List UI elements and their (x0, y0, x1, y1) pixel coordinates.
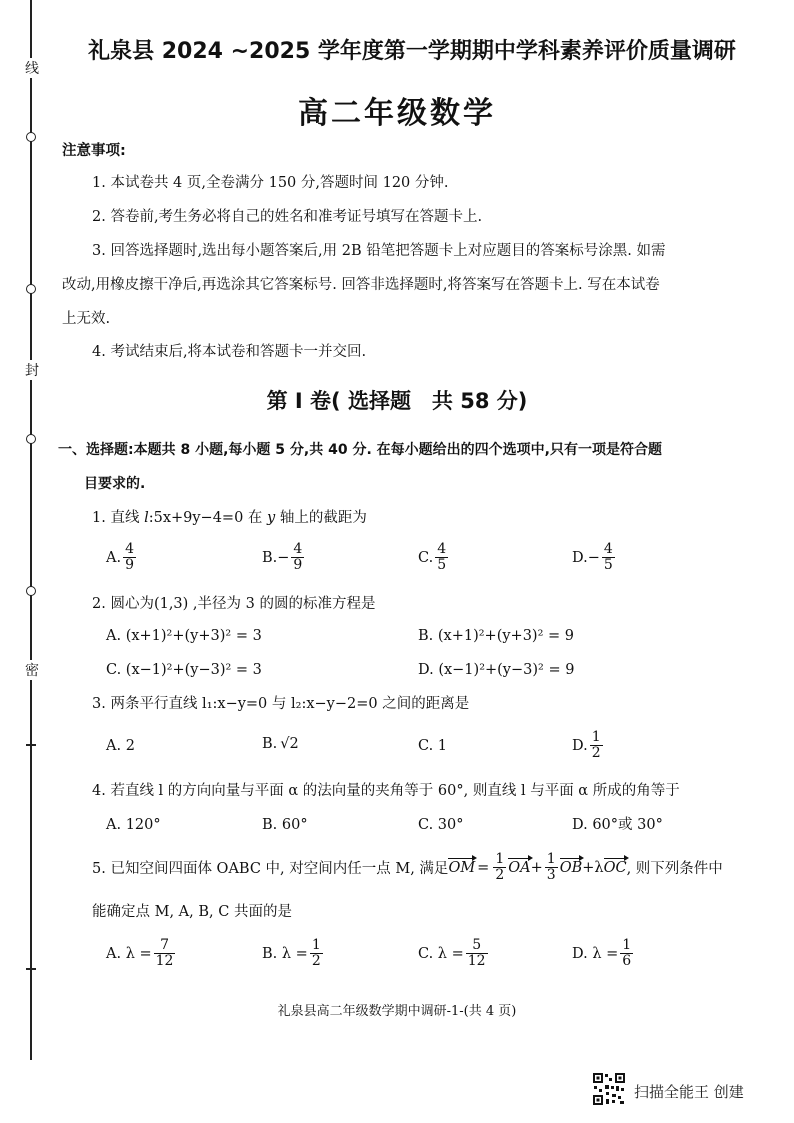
notice-item: 4. 考试结束后,将本试卷和答题卡一并交回. (92, 344, 367, 360)
question-4-option-d[interactable]: D. 60°或 30° (572, 817, 663, 833)
question-1-option-b[interactable]: B. − $\frac{4}{9}$ (262, 541, 303, 573)
binding-char-mi: 密 (22, 660, 42, 680)
notice-item: 改动,用橡皮擦干净后,再选涂其它答案标号. 回答非选择题时,将答案写在答题卡上. 写在本试卷 (62, 277, 660, 293)
vector-oa: OA (508, 859, 531, 876)
question-3-option-b[interactable]: B. √2 (262, 736, 299, 752)
binding-char-feng: 封 (22, 360, 42, 380)
section-instruction: 目要求的. (84, 476, 146, 492)
binding-char-xian: 线 (22, 58, 42, 78)
binding-circle (26, 284, 36, 294)
binding-dash (26, 968, 36, 970)
section-instruction: 一、选择题:本题共 8 小题,每小题 5 分,共 40 分. 在每小题给出的四个选项中,只有一项是符合题 (58, 442, 662, 458)
question-2-option-d[interactable]: D. (x−1)²+(y−3)² = 9 (418, 662, 575, 678)
question-5-stem-line2: 能确定点 M, A, B, C 共面的是 (92, 904, 292, 920)
binding-circle (26, 434, 36, 444)
question-5-stem: 5. 已知空间四面体 OABC 中, 对空间内任一点 M, 满足 OM = $\frac{1}{2}$ OA + $\frac{1}{3}$ OB +λ OC , 则下列条件中 (92, 851, 723, 883)
notice-item: 2. 答卷前,考生务必将自己的姓名和准考证号填写在答题卡上. (92, 209, 483, 225)
question-1-option-a[interactable]: A. $\frac{4}{9}$ (106, 541, 135, 573)
page-footer: 礼泉县高二年级数学期中调研-1-(共 4 页) (277, 1004, 517, 1019)
question-5-option-b[interactable]: B. λ = $\frac{1}{2}$ (262, 937, 321, 969)
binding-circle (26, 586, 36, 596)
question-3-stem: 3. 两条平行直线 l₁:x−y=0 与 l₂:x−y−2=0 之间的距离是 (92, 696, 470, 712)
question-5-option-a[interactable]: A. λ = $\frac{7}{12}$ (106, 937, 174, 969)
question-5-option-d[interactable]: D. λ = $\frac{1}{6}$ (572, 937, 632, 969)
vector-om: OM (448, 859, 476, 876)
exam-title: 礼泉县 2024 ~2025 学年度第一学期期中学科素养评价质量调研 (88, 39, 736, 64)
notice-item: 上无效. (62, 311, 111, 327)
question-3-option-c[interactable]: C. 1 (418, 738, 448, 754)
question-4-stem: 4. 若直线 l 的方向向量与平面 α 的法向量的夹角等于 60°, 则直线 l 与平面 α 所成的角等于 (92, 783, 680, 799)
question-1-stem: 1. 直线 l:5x+9y−4=0 在 y 轴上的截距为 (92, 510, 367, 526)
vector-oc: OC (603, 859, 627, 876)
question-4-option-c[interactable]: C. 30° (418, 817, 464, 833)
binding-circle (26, 132, 36, 142)
notice-item: 3. 回答选择题时,选出每小题答案后,用 2B 铅笔把答题卡上对应题目的答案标号涂黑. 如需 (92, 243, 666, 259)
scanner-watermark: 扫描全能王 创建 (634, 1083, 744, 1101)
question-2-stem: 2. 圆心为(1,3) ,半径为 3 的圆的标准方程是 (92, 596, 376, 612)
part-title: 第 I 卷( 选择题 共 58 分) (266, 389, 528, 413)
binding-dash (26, 744, 36, 746)
question-2-option-a[interactable]: A. (x+1)²+(y+3)² = 3 (106, 628, 262, 644)
question-2-option-c[interactable]: C. (x−1)²+(y−3)² = 3 (106, 662, 262, 678)
question-2-option-b[interactable]: B. (x+1)²+(y+3)² = 9 (418, 628, 574, 644)
binding-line (30, 0, 32, 1060)
subject-title: 高二年级数学 (298, 96, 496, 131)
question-3-option-a[interactable]: A. 2 (106, 738, 135, 754)
notice-heading: 注意事项: (62, 143, 126, 159)
question-1-option-c[interactable]: C. $\frac{4}{5}$ (418, 541, 447, 573)
vector-ob: OB (559, 859, 583, 876)
question-1-option-d[interactable]: D. − $\frac{4}{5}$ (572, 541, 613, 573)
notice-item: 1. 本试卷共 4 页,全卷满分 150 分,答题时间 120 分钟. (92, 175, 449, 191)
question-4-option-b[interactable]: B. 60° (262, 817, 308, 833)
question-5-option-c[interactable]: C. λ = $\frac{5}{12}$ (418, 937, 486, 969)
qr-code-icon (592, 1072, 626, 1106)
question-4-option-a[interactable]: A. 120° (106, 817, 161, 833)
question-3-option-d[interactable]: D. $\frac{1}{2}$ (572, 729, 601, 761)
